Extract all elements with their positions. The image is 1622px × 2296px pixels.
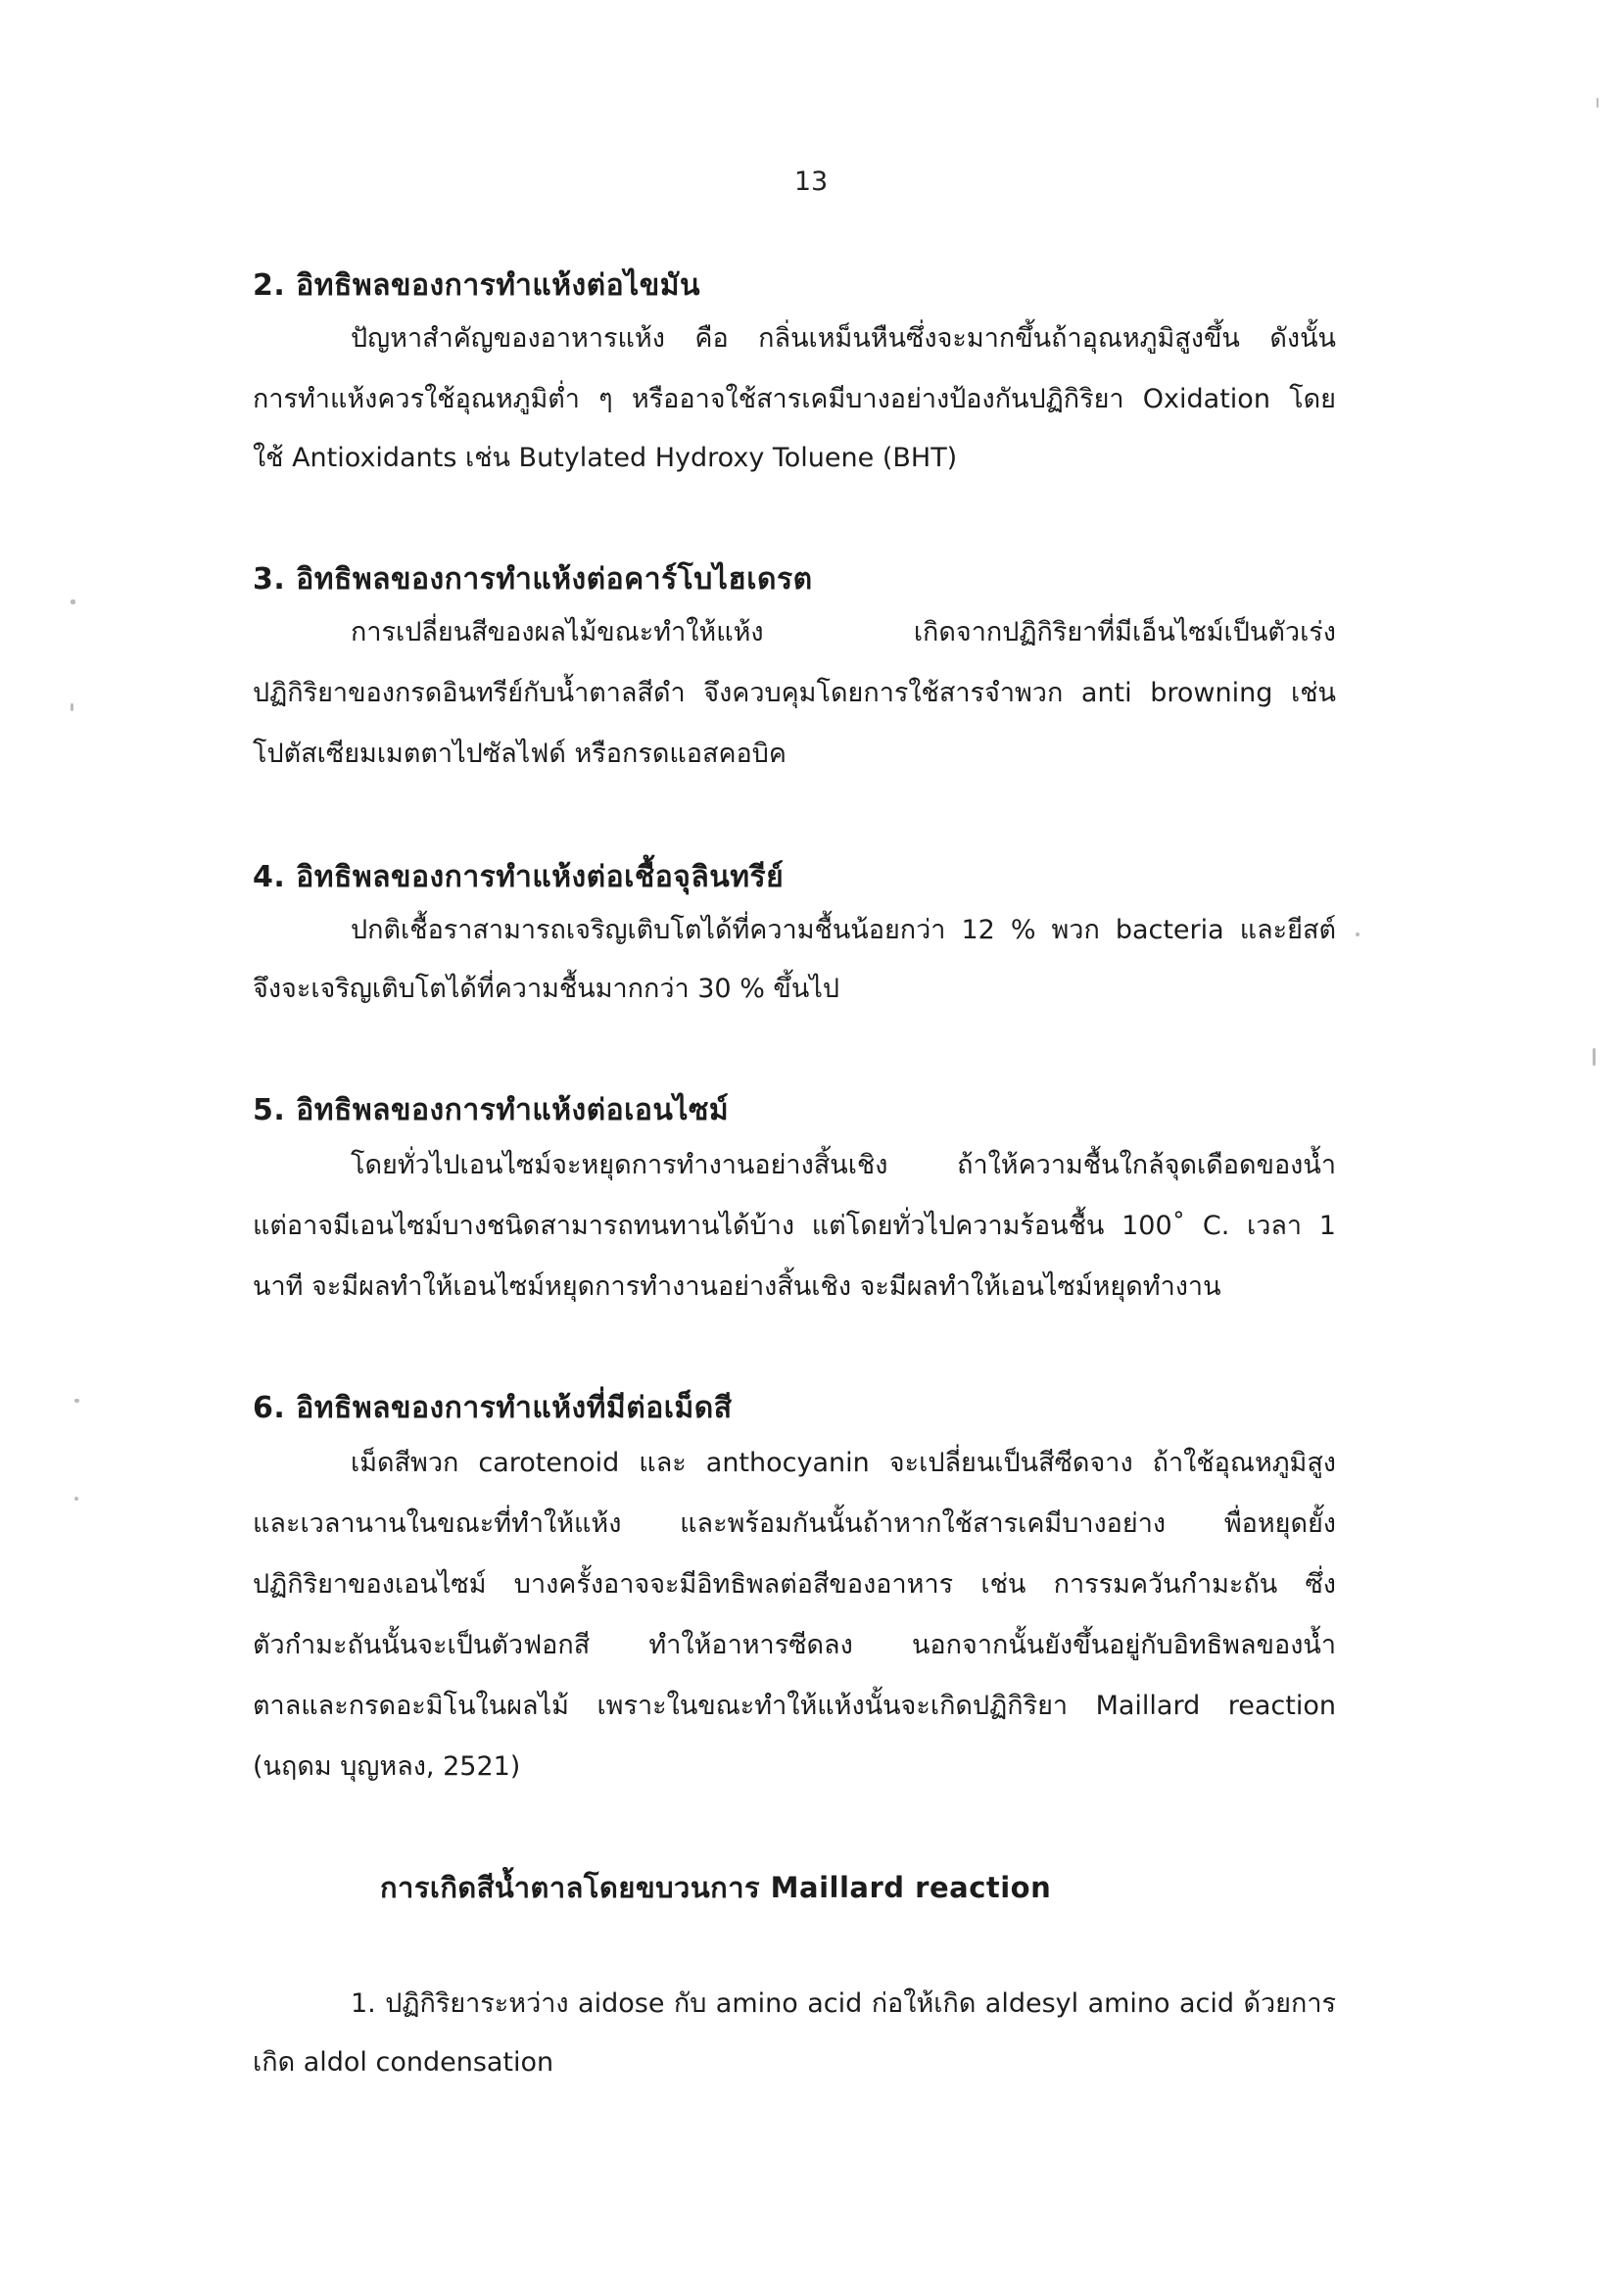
paragraph-line: จึงจะเจริญเติบโตได้ที่ความชื้นมากกว่า 30 % ขึ้นไป <box>253 974 840 1004</box>
paragraph-line: แต่อาจมีเอนไซม์บางชนิดสามารถทนทานได้บ้าง แต่โดยทั่วไปความร้อนชื้น 100˚ C. เวลา 1 <box>253 1211 1336 1241</box>
scan-speck <box>71 599 75 604</box>
paragraph-line: การเปลี่ยนสีของผลไม้ขณะทำให้แห้ง เกิดจากปฏิกิริยาที่มีเอ็นไซม์เป็นตัวเร่ง <box>351 617 1336 647</box>
section-heading-microorganisms: 4. อิทธิพลของการทำแห้งต่อเชื้อจุลินทรีย์ <box>253 860 785 894</box>
section-heading-lipids: 2. อิทธิพลของการทำแห้งต่อไขมัน <box>253 268 701 303</box>
section-heading-enzymes: 5. อิทธิพลของการทำแห้งต่อเอนไซม์ <box>253 1093 730 1127</box>
paragraph-line: นาที จะมีผลทำให้เอนไซม์หยุดการทำงานอย่างสิ้นเชิง จะมีผลทำให้เอนไซม์หยุดทำงาน <box>253 1271 1221 1302</box>
paragraph-line: ตาลและกรดอะมิโนในผลไม้ เพราะในขณะทำให้แห้งนั้นจะเกิดปฏิกิริยา Maillard reaction <box>253 1691 1336 1721</box>
paragraph-line: เกิด aldol condensation <box>253 2047 554 2078</box>
paragraph-line: การทำแห้งควรใช้อุณหภูมิต่ำ ๆ หรืออาจใช้สารเคมีบางอย่างป้องกันปฏิกิริยา Oxidation โดย <box>253 384 1336 414</box>
paragraph-line: โปตัสเซียมเมตตาไปซัลไฟด์ หรือกรดแอสคอบิค <box>253 739 787 769</box>
paragraph-line: ตัวกำมะถันนั้นจะเป็นตัวฟอกสี ทำให้อาหารซีดลง นอกจากนั้นยังขึ้นอยู่กับอิทธิพลของน้ำ <box>253 1630 1336 1660</box>
citation: (นฤดม บุญหลง, 2521) <box>253 1751 521 1782</box>
paragraph-line: ปฏิกิริยาของเอนไซม์ บางครั้งอาจจะมีอิทธิพลต่อสีของอาหาร เช่น การรมควันกำมะถัน ซึ่ง <box>253 1569 1336 1600</box>
paragraph-line: ใช้ Antioxidants เช่น Butylated Hydroxy Toluene (BHT) <box>253 443 958 473</box>
paragraph-line: ปกติเชื้อราสามารถเจริญเติบโตได้ที่ความชื้นน้อยกว่า 12 % พวก bacteria และยีสต์ <box>351 915 1336 945</box>
paragraph-line: เม็ดสีพวก carotenoid และ anthocyanin จะเปลี่ยนเป็นสีซีดจาง ถ้าใช้อุณหภูมิสูง <box>351 1448 1336 1478</box>
section-heading-carbohydrates: 3. อิทธิพลของการทำแห้งต่อคาร์โบไฮเดรต <box>253 562 813 597</box>
scan-speck <box>1356 933 1360 936</box>
paragraph-line: ปฏิกิริยาของกรดอินทรีย์กับน้ำตาลสีดำ จึงควบคุมโดยการใช้สารจำพวก anti browning เช่น <box>253 678 1336 708</box>
scan-speck <box>1597 98 1598 108</box>
paragraph-line: 1. ปฏิกิริยาระหว่าง aidose กับ amino acid ก่อให้เกิด aldesyl amino acid ด้วยการ <box>351 1988 1336 2019</box>
paragraph-line: และเวลานานในขณะที่ทำให้แห้ง และพร้อมกันนั้นถ้าหากใช้สารเคมีบางอย่าง พื่อหยุดยั้ง <box>253 1508 1336 1539</box>
scan-speck <box>74 1399 79 1403</box>
maillard-heading: การเกิดสีน้ำตาลโดยขบวนการ Maillard reaction <box>380 1871 1052 1904</box>
scan-speck <box>71 703 73 711</box>
paragraph-line: ปัญหาสำคัญของอาหารแห้ง คือ กลิ่นเหม็นหืนซึ่งจะมากขึ้นถ้าอุณหภูมิสูงขึ้น ดังนั้น <box>351 323 1336 354</box>
scan-speck <box>74 1497 78 1501</box>
paragraph-line: โดยทั่วไปเอนไซม์จะหยุดการทำงานอย่างสิ้นเชิง ถ้าให้ความชื้นใกล้จุดเดือดของน้ำ <box>351 1150 1336 1180</box>
page-number: 13 <box>793 167 829 197</box>
section-heading-pigments: 6. อิทธิพลของการทำแห้งที่มีต่อเม็ดสี <box>253 1391 733 1425</box>
scan-speck <box>1593 1048 1596 1066</box>
